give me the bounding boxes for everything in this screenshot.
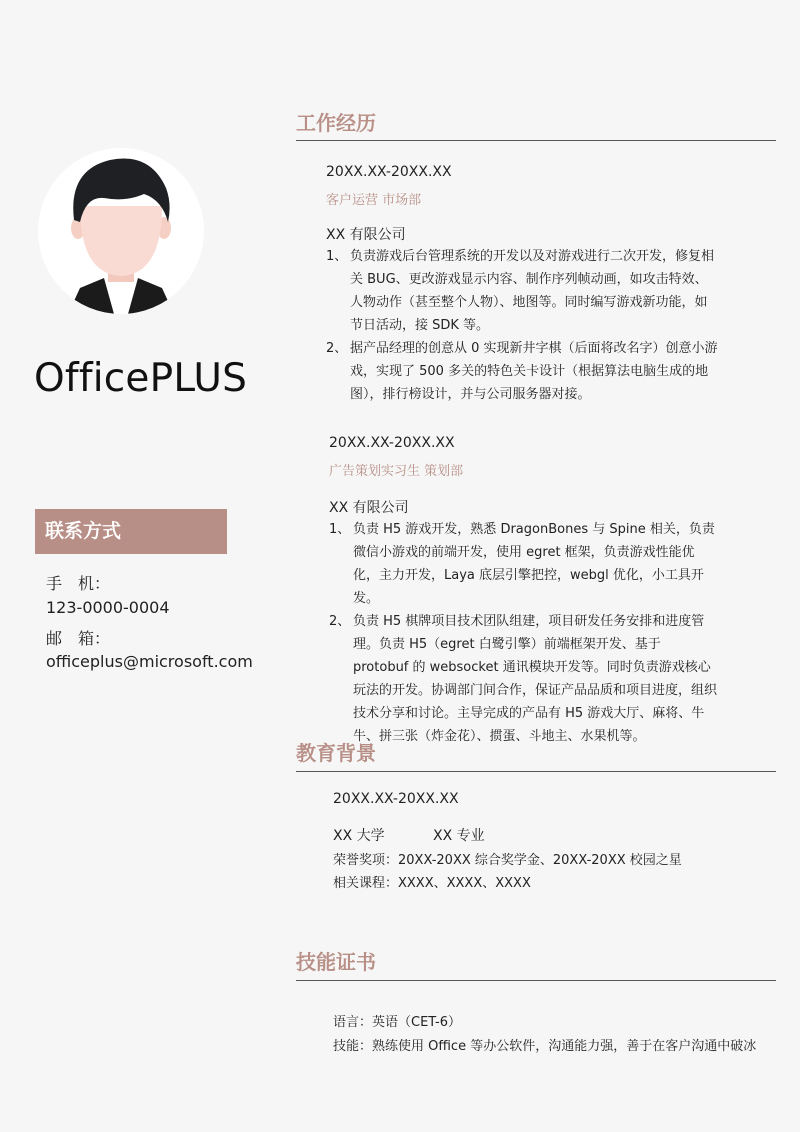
- education-school: XX 大学: [333, 828, 385, 844]
- duty-text: 负责 H5 游戏开发，熟悉 DragonBones 与 Spine 相关，负责微信小游戏的前端开发，使用 egret 框架，负责游戏性能优化，主力开发，Laya 底层引擎把控，webgl 优化，小工具开发。: [353, 522, 715, 606]
- skills-divider: [296, 980, 776, 981]
- education-major: XX 专业: [433, 828, 485, 844]
- work-heading: 工作经历: [296, 111, 376, 135]
- list-item: [329, 610, 719, 748]
- work-divider: [296, 140, 776, 141]
- email-label: 邮 箱：: [46, 629, 111, 648]
- job-2-role: 广告策划实习生 策划部: [329, 464, 464, 479]
- education-honors: 荣誉奖项：20XX-20XX 综合奖学金、20XX-20XX 校园之星: [333, 853, 682, 868]
- avatar-illustration: [38, 148, 204, 314]
- job-2-duties: [329, 518, 719, 748]
- job-1-duties: [326, 245, 718, 406]
- skills-language: 语言：英语（CET-6）: [333, 1015, 462, 1030]
- list-item: [326, 337, 718, 406]
- duty-number: 1、: [326, 249, 348, 264]
- duty-number: 2、: [329, 614, 351, 629]
- duty-number: 1、: [329, 522, 351, 537]
- job-1-company: XX 有限公司: [326, 227, 406, 243]
- education-heading: 教育背景: [296, 741, 376, 765]
- duty-text: 据产品经理的创意从 0 实现新井字棋（后面将改名字）创意小游戏，实现了 500 多关的特色关卡设计（根据算法电脑生成的地图），排行榜设计，并与公司服务器对接。: [350, 341, 718, 402]
- email-value: officeplus@microsoft.com: [46, 652, 253, 671]
- education-courses: 相关课程：XXXX、XXXX、XXXX: [333, 876, 531, 891]
- avatar: [38, 148, 204, 314]
- profile-name: OfficePLUS: [34, 356, 248, 401]
- contact-heading: 联系方式: [35, 509, 227, 554]
- phone-value: 123-0000-0004: [46, 598, 170, 617]
- list-item: [329, 518, 719, 610]
- skills-description: 技能：熟练使用 Office 等办公软件，沟通能力强，善于在客户沟通中破冰: [333, 1039, 757, 1054]
- job-1-role: 客户运营 市场部: [326, 193, 422, 208]
- skills-heading: 技能证书: [296, 950, 376, 974]
- job-2-date: 20XX.XX-20XX.XX: [329, 435, 455, 451]
- duty-text: 负责游戏后台管理系统的开发以及对游戏进行二次开发，修复相关 BUG、更改游戏显示内容、制作序列帧动画，如攻击特效、人物动作（甚至整个人物）、地图等。同时编写游戏新功能，如节日活动，接 SDK 等。: [350, 249, 715, 333]
- job-1-date: 20XX.XX-20XX.XX: [326, 164, 452, 180]
- duty-text: 负责 H5 棋牌项目技术团队组建，项目研发任务安排和进度管理。负责 H5（egret 白鹭引擎）前端框架开发、基于 protobuf 的 websocket 通讯模块开发等。同时负责游戏核心玩法的开发。协调部门间合作，保证产品品质和项目进度，组织技术分享和讨论。主导完成的产品有 H5 游戏大厅、麻将、牛牛、拼三张（炸金花）、掼蛋、斗地主、水果机等。: [353, 614, 718, 744]
- job-2-company: XX 有限公司: [329, 500, 409, 516]
- phone-label: 手 机：: [46, 574, 111, 593]
- education-divider: [296, 771, 776, 772]
- education-date: 20XX.XX-20XX.XX: [333, 791, 459, 807]
- list-item: [326, 245, 718, 337]
- duty-number: 2、: [326, 341, 348, 356]
